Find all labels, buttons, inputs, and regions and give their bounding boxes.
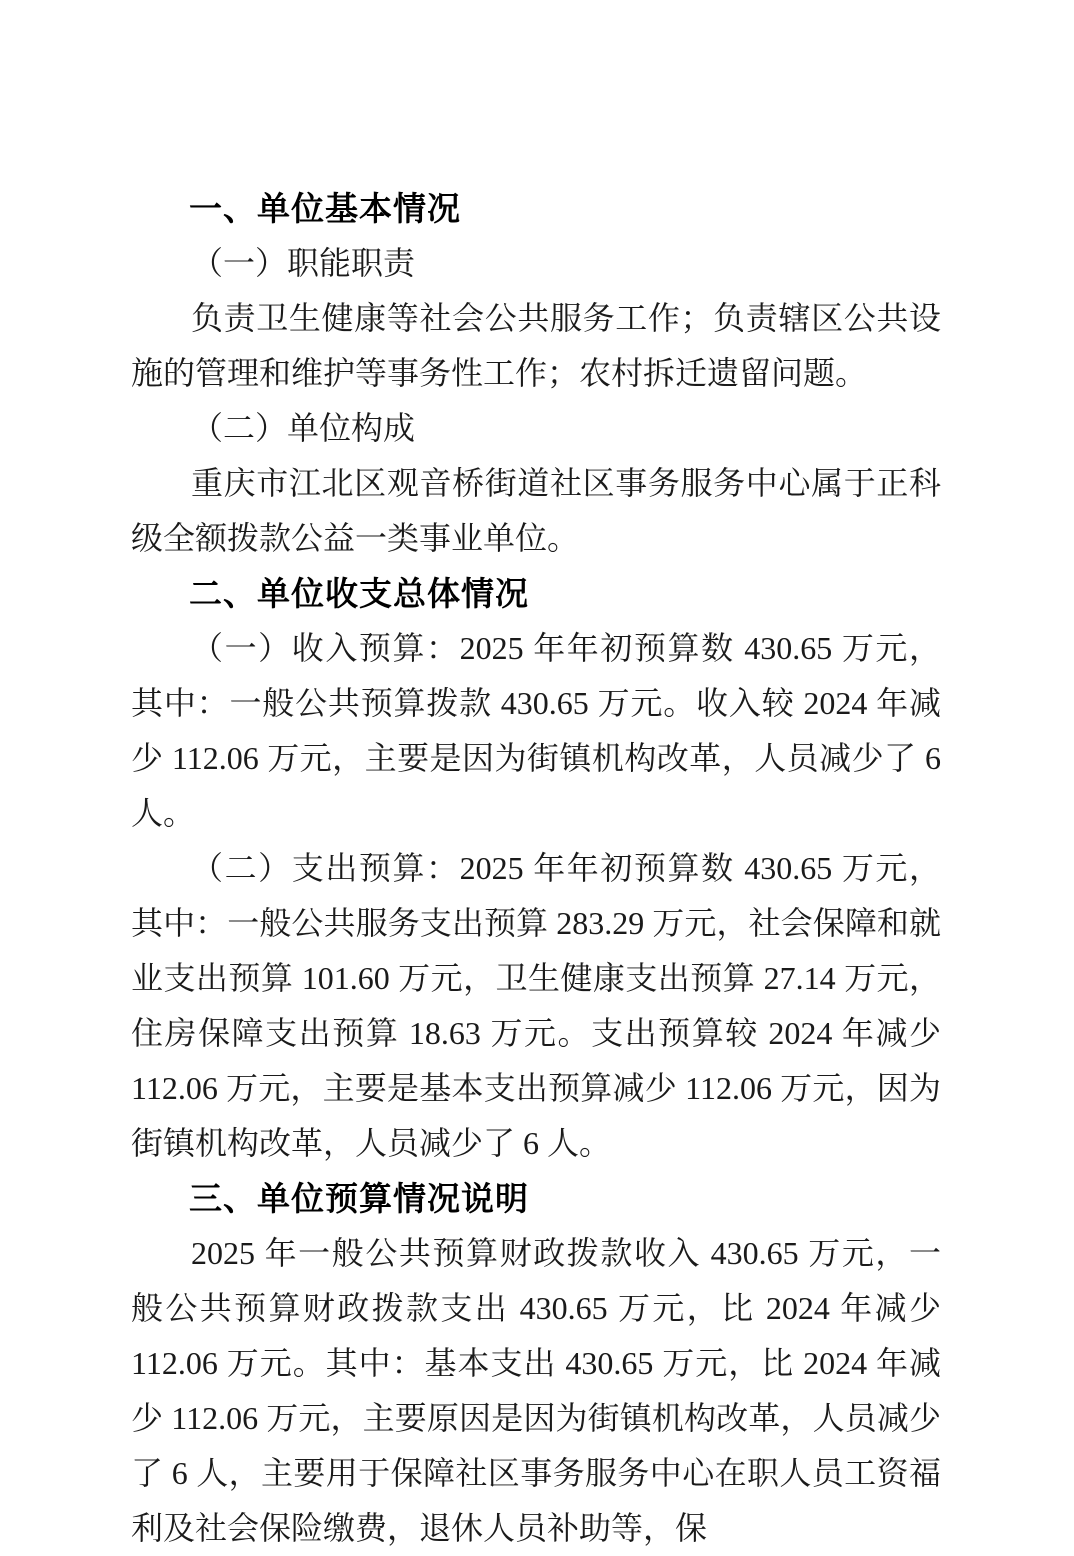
paragraph: （二）支出预算：2025 年年初预算数 430.65 万元，其中：一般公共服务支出预算 283.29 万元，社会保障和就业支出预算 101.60 万元，卫生健康支出预算 27.14 万元，住房保障支出预算 18.63 万元。支出预算较 2024 年减少 112.06 万元，主要是基本支出预算减少 112.06 万元，因为街镇机构改革，人员减少了 6 人。 [131, 850, 941, 1161]
section-heading: 一、单位基本情况 [189, 190, 461, 227]
paragraph: （二）单位构成 [191, 410, 416, 446]
paragraph: 2025 年一般公共预算财政拨款收入 430.65 万元，一般公共预算财政拨款支出 430.65 万元，比 2024 年减少 112.06 万元。其中：基本支出 430.65 万元，比 2024 年减少 112.06 万元，主要原因是因为街镇机构改革，人员减少了 6 人，主要用于保障社区事务服务中心在职人员工资福利及社会保险缴费，退休人员补助等，保 [131, 1235, 941, 1546]
section-heading: 二、单位收支总体情况 [189, 575, 529, 612]
paragraph: 重庆市江北区观音桥街道社区事务服务中心属于正科级全额拨款公益一类事业单位。 [131, 465, 941, 556]
section-heading: 三、单位预算情况说明 [189, 1180, 529, 1217]
document-body [131, 181, 941, 1556]
paragraph: 负责卫生健康等社会公共服务工作；负责辖区公共设施的管理和维护等事务性工作；农村拆迁遗留问题。 [131, 300, 941, 391]
paragraph: （一）收入预算：2025 年年初预算数 430.65 万元，其中：一般公共预算拨款 430.65 万元。收入较 2024 年减少 112.06 万元，主要是因为街镇机构改革，人员减少了 6 人。 [131, 630, 941, 831]
paragraph: （一）职能职责 [191, 245, 416, 281]
